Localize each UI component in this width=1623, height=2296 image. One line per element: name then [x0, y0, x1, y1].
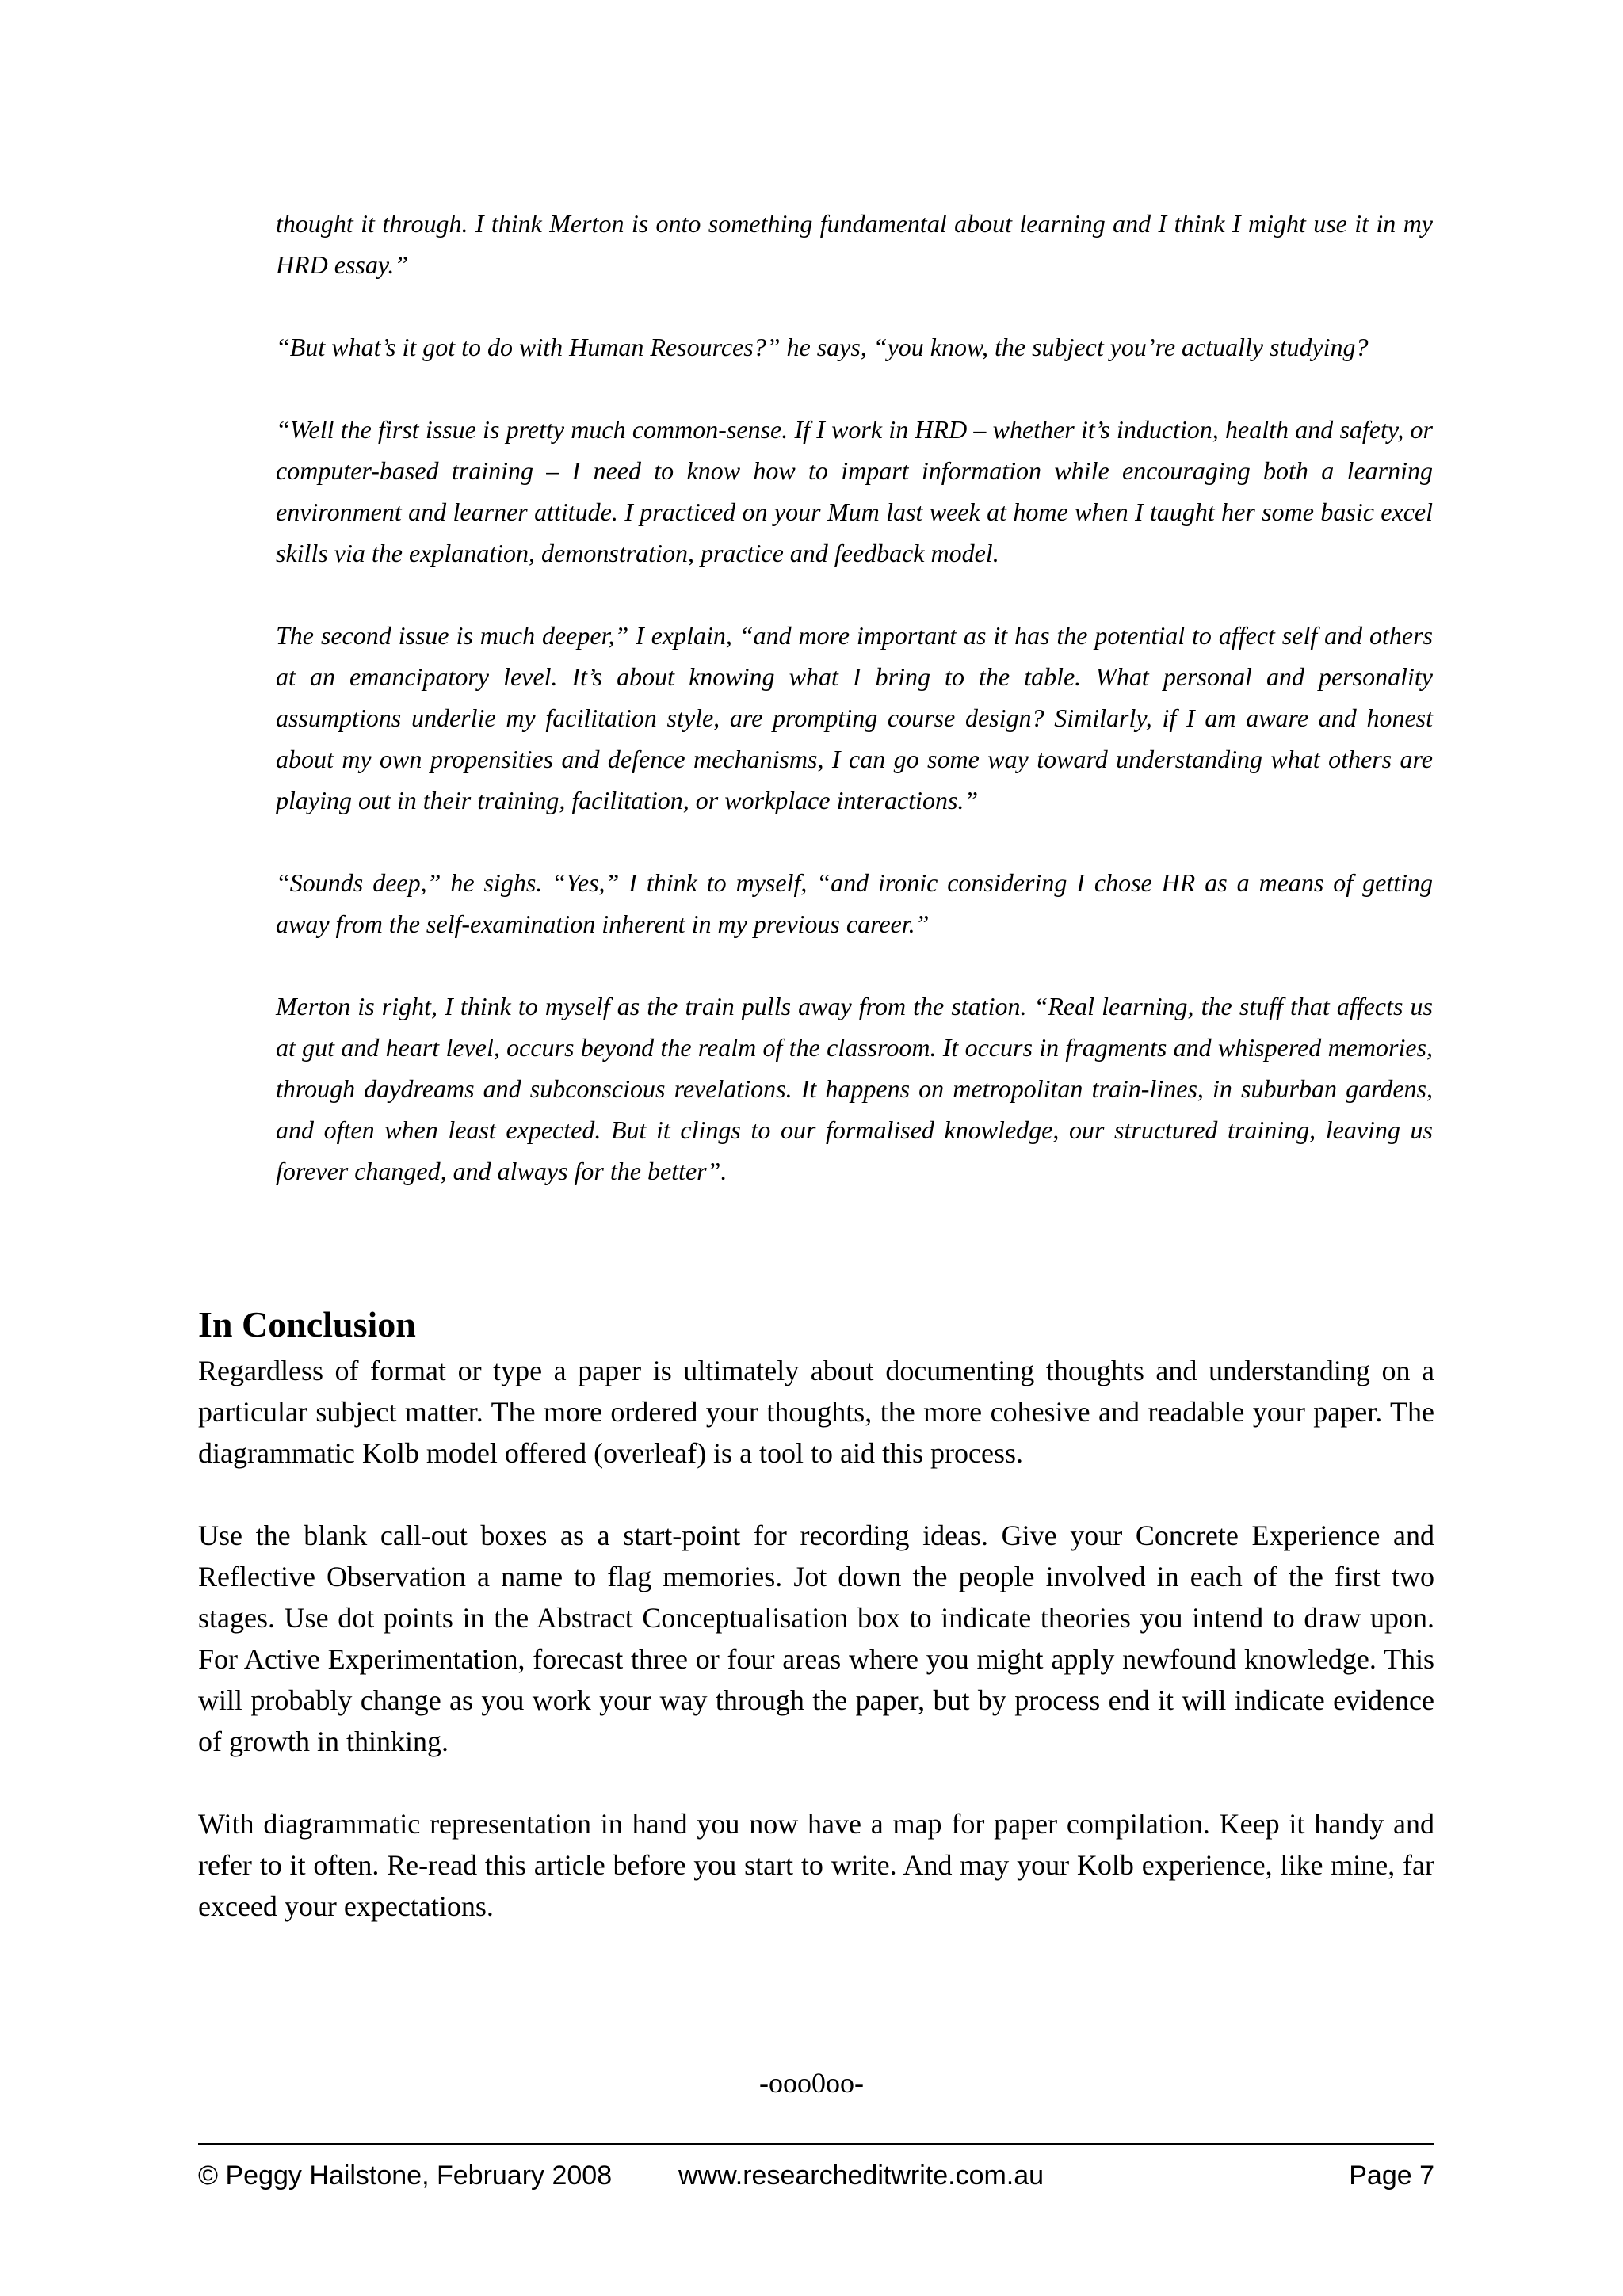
dialogue-paragraph: Merton is right, I think to myself as the train pulls away from the station. “Real learning, the stuff that affects us at gut and heart level, occurs beyond the realm of the classroom. It occurs in fragments and whispered memories, through daydreams and subconscious revelations. It happens on metropolitan train-lines, in suburban gardens, and often when least expected. But it clings to our formalised knowledge, our structured training, leaving us forever changed, and always for the better”. — [276, 992, 1433, 1185]
body-paragraph: Use the blank call-out boxes as a start-point for recording ideas. Give your Concrete Experience and Reflective Observation a name to flag memories. Jot down the people involved in each of the first two stages. Use dot points in the Abstract Conceptualisation box to indicate theories you intend to draw upon. For Active Experimentation, forecast three or four areas where you might apply newfound knowledge. This will probably change as you work your way through the paper, but by process end it will indicate evidence of growth in thinking. — [198, 1520, 1434, 1757]
footer-copyright: © Peggy Hailstone, February 2008 — [198, 2161, 613, 2191]
body-paragraph: Regardless of format or type a paper is ultimately about documenting thoughts and understanding on a particular subject matter. The more ordered your thoughts, the more cohesive and readable your paper. The diagrammatic Kolb model offered (overleaf) is a tool to aid this process. — [198, 1355, 1434, 1469]
page-footer — [198, 2157, 1434, 2195]
end-of-article-mark: -ooo0oo- — [759, 2067, 864, 2099]
dialogue-paragraph: “Well the first issue is pretty much common-sense. If I work in HRD – whether it’s induction, health and safety, or computer-based training – I need to know how to impart information while encouraging both a learning environment and learner attitude. I practiced on your Mum last week at home when I taught her some basic excel skills via the explanation, demonstration, practice and feedback model. — [276, 415, 1433, 567]
dialogue-excerpt — [276, 203, 1433, 1233]
footer-website-link[interactable]: www.researcheditwrite.com.au — [678, 2161, 1044, 2191]
body-paragraph: With diagrammatic representation in hand you now have a map for paper compilation. Keep it handy and refer to it often. Re-read this article before you start to write. And may your Kolb experience, like mine, far exceed your expectations. — [198, 1808, 1434, 1922]
section-heading: In Conclusion — [198, 1304, 416, 1344]
dialogue-paragraph: “Sounds deep,” he sighs. “Yes,” I think to myself, “and ironic considering I chose HR as a means of getting away from the self-examination inherent in my previous career.” — [276, 868, 1433, 938]
dialogue-paragraph: thought it through. I think Merton is onto something fundamental about learning and I think I might use it in my HRD essay.” — [276, 209, 1433, 279]
dialogue-paragraph: “But what’s it got to do with Human Resources?” he says, “you know, the subject you’re actually studying? — [276, 333, 1369, 361]
footer-page-number: Page 7 — [1349, 2161, 1434, 2191]
conclusion-section — [198, 1301, 1434, 1968]
dialogue-paragraph: The second issue is much deeper,” I explain, “and more important as it has the potential to affect self and others at an emancipatory level. It’s about knowing what I bring to the table. What personal and personality assumptions underlie my facilitation style, are prompting course design? Similarly, if I am aware and honest about my own propensities and defence mechanisms, I can go some way toward understanding what others are playing out in their training, facilitation, or workplace interactions.” — [276, 621, 1433, 814]
footer-divider — [198, 2143, 1434, 2145]
